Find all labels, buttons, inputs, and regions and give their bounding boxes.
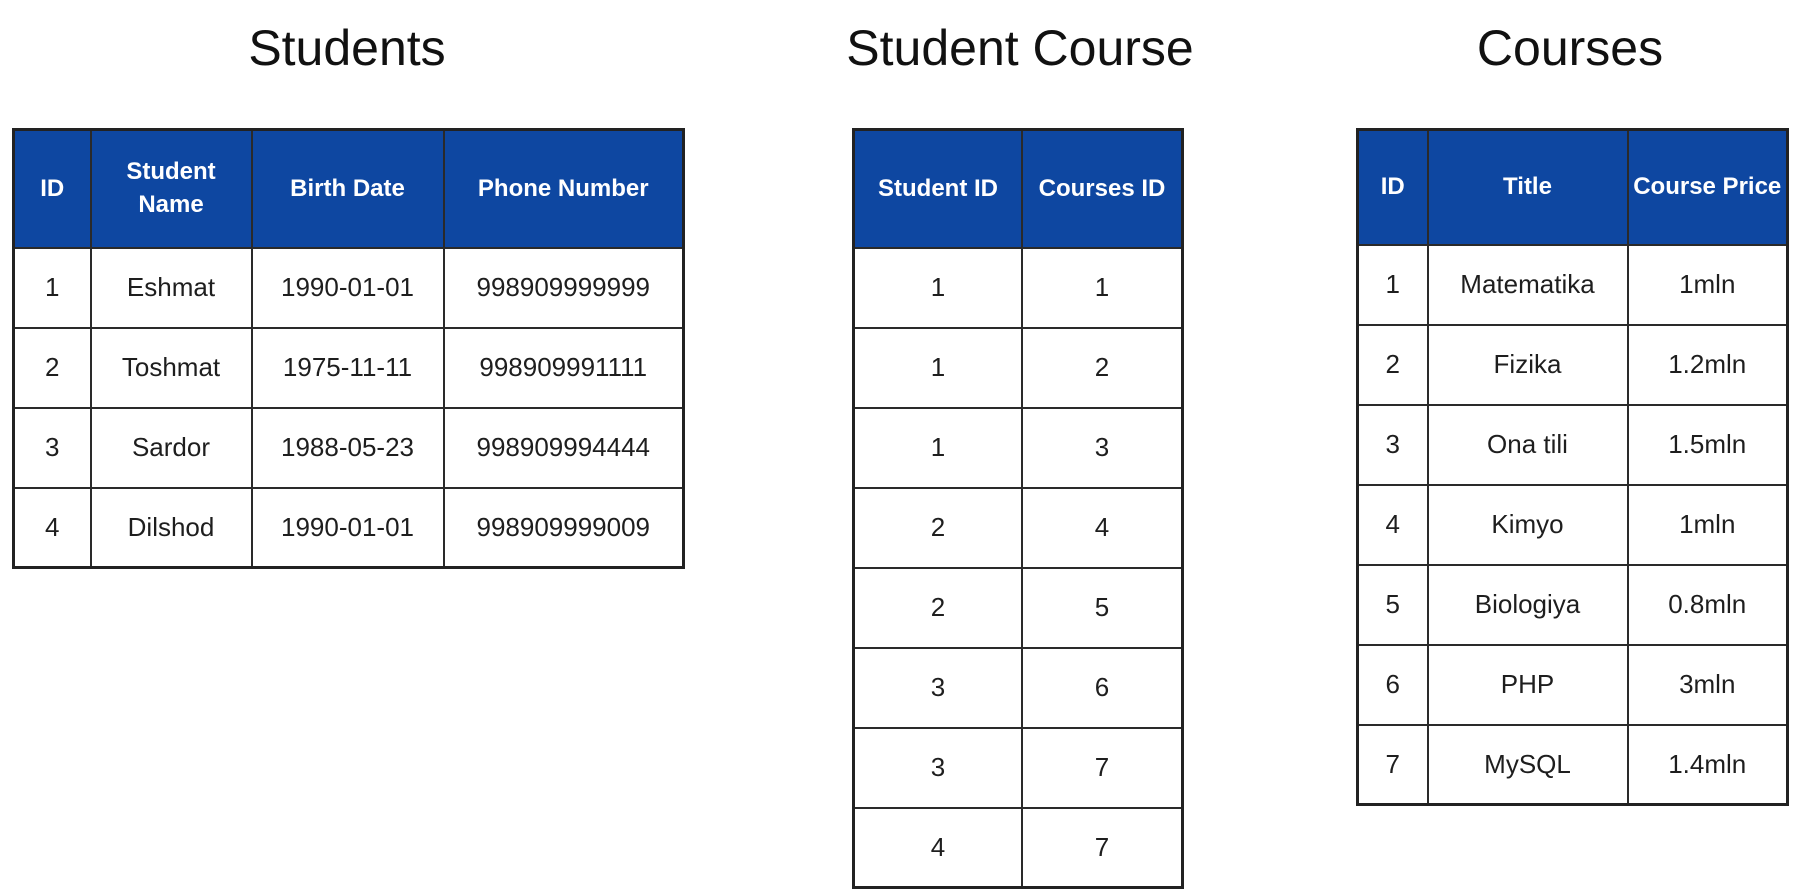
- cell-courses-id: 2: [1022, 328, 1183, 408]
- table-row: [14, 488, 684, 568]
- table-row: [854, 568, 1183, 648]
- cell-birth-date: 1975-11-11: [252, 328, 444, 408]
- cell-courses-id: 7: [1022, 808, 1183, 888]
- cell-id: 4: [1358, 485, 1428, 565]
- cell-id: 3: [1358, 405, 1428, 485]
- cell-courses-id: 4: [1022, 488, 1183, 568]
- cell-course-price: 1.4mln: [1628, 725, 1788, 805]
- table-row: [1358, 485, 1788, 565]
- students-title: Students: [248, 20, 446, 76]
- cell-courses-id: 3: [1022, 408, 1183, 488]
- cell-birth-date: 1990-01-01: [252, 248, 444, 328]
- cell-phone-number: 998909999999: [444, 248, 684, 328]
- cell-student-id: 2: [854, 488, 1023, 568]
- table-row: [854, 808, 1183, 888]
- table-row: [854, 648, 1183, 728]
- cell-phone-number: 998909991111: [444, 328, 684, 408]
- cell-id: 6: [1358, 645, 1428, 725]
- courses-table: [1356, 128, 1789, 806]
- cell-course-price: 0.8mln: [1628, 565, 1788, 645]
- cell-id: 2: [1358, 325, 1428, 405]
- cell-courses-id: 1: [1022, 248, 1183, 328]
- cell-course-price: 1.5mln: [1628, 405, 1788, 485]
- cell-id: 2: [14, 328, 91, 408]
- cell-student-name: Sardor: [91, 408, 252, 488]
- courses-title: Courses: [1476, 20, 1664, 76]
- cell-phone-number: 998909994444: [444, 408, 684, 488]
- column-header-birth-date: Birth Date: [252, 130, 444, 248]
- cell-id: 1: [14, 248, 91, 328]
- table-row: [1358, 405, 1788, 485]
- cell-student-name: Dilshod: [91, 488, 252, 568]
- column-header-phone-number: Phone Number: [444, 130, 684, 248]
- cell-course-price: 3mln: [1628, 645, 1788, 725]
- courses-header-row: [1358, 130, 1788, 245]
- cell-title: Ona tili: [1428, 405, 1628, 485]
- column-header-courses-id: Courses ID: [1022, 130, 1183, 248]
- table-row: [14, 408, 684, 488]
- cell-student-id: 1: [854, 408, 1023, 488]
- cell-title: Matematika: [1428, 245, 1628, 325]
- table-row: [1358, 645, 1788, 725]
- cell-course-price: 1mln: [1628, 245, 1788, 325]
- cell-title: Biologiya: [1428, 565, 1628, 645]
- table-row: [854, 408, 1183, 488]
- cell-student-id: 3: [854, 648, 1023, 728]
- cell-student-id: 3: [854, 728, 1023, 808]
- cell-birth-date: 1990-01-01: [252, 488, 444, 568]
- table-row: [14, 248, 684, 328]
- student-course-header-row: [854, 130, 1183, 248]
- cell-title: MySQL: [1428, 725, 1628, 805]
- column-header-id: ID: [14, 130, 91, 248]
- students-table: [12, 128, 685, 569]
- cell-student-id: 2: [854, 568, 1023, 648]
- cell-courses-id: 7: [1022, 728, 1183, 808]
- student-course-title: Student Course: [846, 20, 1194, 76]
- cell-id: 7: [1358, 725, 1428, 805]
- table-row: [14, 328, 684, 408]
- table-row: [1358, 565, 1788, 645]
- table-row: [1358, 325, 1788, 405]
- cell-title: Fizika: [1428, 325, 1628, 405]
- table-row: [1358, 725, 1788, 805]
- cell-courses-id: 5: [1022, 568, 1183, 648]
- cell-student-id: 1: [854, 328, 1023, 408]
- table-row: [854, 248, 1183, 328]
- cell-phone-number: 998909999009: [444, 488, 684, 568]
- cell-id: 5: [1358, 565, 1428, 645]
- cell-course-price: 1mln: [1628, 485, 1788, 565]
- cell-student-id: 4: [854, 808, 1023, 888]
- column-header-course-price: Course Price: [1628, 130, 1788, 245]
- students-header-row: [14, 130, 684, 248]
- column-header-title: Title: [1428, 130, 1628, 245]
- cell-courses-id: 6: [1022, 648, 1183, 728]
- column-header-student-name: Student Name: [91, 130, 252, 248]
- cell-title: PHP: [1428, 645, 1628, 725]
- cell-student-name: Eshmat: [91, 248, 252, 328]
- table-row: [854, 728, 1183, 808]
- cell-id: 4: [14, 488, 91, 568]
- column-header-student-id: Student ID: [854, 130, 1023, 248]
- student-course-table: [852, 128, 1184, 889]
- table-row: [1358, 245, 1788, 325]
- cell-student-name: Toshmat: [91, 328, 252, 408]
- column-header-id: ID: [1358, 130, 1428, 245]
- cell-id: 1: [1358, 245, 1428, 325]
- table-row: [854, 328, 1183, 408]
- cell-id: 3: [14, 408, 91, 488]
- table-row: [854, 488, 1183, 568]
- cell-title: Kimyo: [1428, 485, 1628, 565]
- cell-birth-date: 1988-05-23: [252, 408, 444, 488]
- cell-course-price: 1.2mln: [1628, 325, 1788, 405]
- cell-student-id: 1: [854, 248, 1023, 328]
